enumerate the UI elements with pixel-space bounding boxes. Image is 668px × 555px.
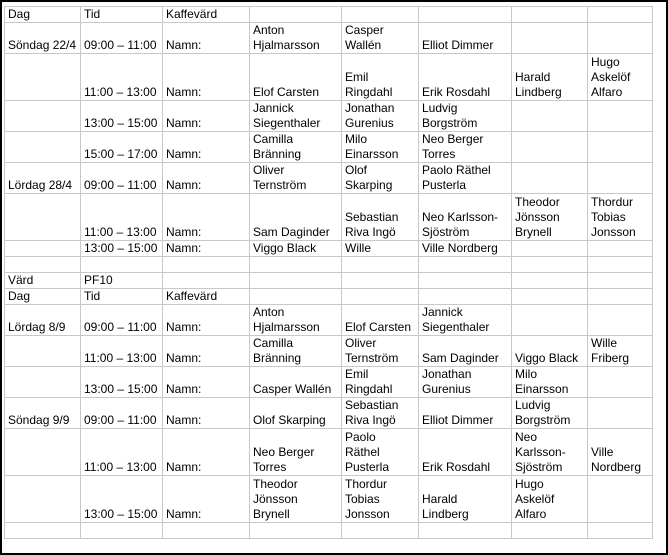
cell[interactable]: 11:00 – 13:00: [81, 194, 163, 241]
cell[interactable]: [5, 241, 81, 257]
table-row: [5, 336, 653, 367]
table-row: [5, 132, 653, 163]
cell[interactable]: [419, 289, 512, 305]
cell[interactable]: Tid: [81, 7, 163, 23]
cell[interactable]: [419, 7, 512, 23]
cell[interactable]: Namn:: [163, 23, 250, 54]
cell[interactable]: [512, 523, 588, 539]
cell[interactable]: [588, 523, 653, 539]
table-row: [5, 289, 653, 305]
cell[interactable]: [512, 163, 588, 194]
cell[interactable]: [512, 273, 588, 289]
cell[interactable]: [250, 523, 342, 539]
cell[interactable]: [588, 257, 653, 273]
cell[interactable]: [5, 257, 81, 273]
table-row: [5, 163, 653, 194]
cell[interactable]: [588, 289, 653, 305]
cell[interactable]: Paolo Räthel Pusterla: [342, 429, 419, 476]
cell[interactable]: [5, 523, 81, 539]
cell[interactable]: Anton Hjalmarsson: [250, 305, 342, 336]
cell[interactable]: 15:00 – 17:00: [81, 132, 163, 163]
cell[interactable]: [81, 257, 163, 273]
cell[interactable]: [588, 305, 653, 336]
cell[interactable]: [588, 163, 653, 194]
cell[interactable]: [419, 273, 512, 289]
cell[interactable]: [342, 289, 419, 305]
cell[interactable]: [512, 241, 588, 257]
cell[interactable]: Camilla Bränning: [250, 336, 342, 367]
cell[interactable]: Oliver Ternström: [250, 163, 342, 194]
cell[interactable]: Namn:: [163, 132, 250, 163]
cell[interactable]: 11:00 – 13:00: [81, 429, 163, 476]
cell[interactable]: [342, 257, 419, 273]
table-row: [5, 523, 653, 539]
cell[interactable]: [81, 523, 163, 539]
cell[interactable]: Kaffevärd: [163, 7, 250, 23]
cell[interactable]: [342, 7, 419, 23]
cell[interactable]: Hugo Askelöf Alfaro: [512, 476, 588, 523]
cell[interactable]: Namn:: [163, 194, 250, 241]
cell[interactable]: Thordur Tobias Jonsson: [342, 476, 419, 523]
cell[interactable]: [512, 132, 588, 163]
cell[interactable]: [250, 7, 342, 23]
cell[interactable]: [5, 101, 81, 132]
cell[interactable]: 13:00 – 15:00: [81, 101, 163, 132]
cell[interactable]: [5, 336, 81, 367]
cell[interactable]: Elliot Dimmer: [419, 398, 512, 429]
cell[interactable]: Erik Rosdahl: [419, 429, 512, 476]
cell[interactable]: [5, 54, 81, 101]
cell[interactable]: [163, 257, 250, 273]
cell[interactable]: Anton Hjalmarsson: [250, 23, 342, 54]
cell[interactable]: Namn:: [163, 54, 250, 101]
table-row: [5, 101, 653, 132]
cell[interactable]: Theodor Jönsson Brynell: [250, 476, 342, 523]
cell[interactable]: Lördag 8/9: [5, 305, 81, 336]
cell[interactable]: Namn:: [163, 101, 250, 132]
cell[interactable]: Emil Ringdahl: [342, 367, 419, 398]
cell[interactable]: Söndag 22/4: [5, 23, 81, 54]
cell[interactable]: [512, 305, 588, 336]
cell[interactable]: Paolo Räthel Pusterla: [419, 163, 512, 194]
cell[interactable]: Värd: [5, 273, 81, 289]
cell[interactable]: Viggo Black: [250, 241, 342, 257]
cell[interactable]: [5, 367, 81, 398]
cell[interactable]: Namn:: [163, 336, 250, 367]
cell[interactable]: Jannick Siegenthaler: [419, 305, 512, 336]
cell[interactable]: 13:00 – 15:00: [81, 476, 163, 523]
cell[interactable]: 09:00 – 11:00: [81, 23, 163, 54]
table-row: [5, 398, 653, 429]
cell[interactable]: Sam Daginder: [250, 194, 342, 241]
cell[interactable]: Ludvig Borgström: [419, 101, 512, 132]
table-row: [5, 257, 653, 273]
cell[interactable]: [163, 273, 250, 289]
cell[interactable]: Elof Carsten: [342, 305, 419, 336]
cell[interactable]: Namn:: [163, 305, 250, 336]
cell[interactable]: [588, 23, 653, 54]
table-row: [5, 476, 653, 523]
cell[interactable]: [250, 257, 342, 273]
cell[interactable]: [512, 289, 588, 305]
cell[interactable]: Sebastian Riva Ingö: [342, 398, 419, 429]
cell[interactable]: Viggo Black: [512, 336, 588, 367]
cell[interactable]: [512, 23, 588, 54]
cell[interactable]: Olof Skarping: [250, 398, 342, 429]
table-row: [5, 305, 653, 336]
table-row: [5, 429, 653, 476]
cell[interactable]: [512, 7, 588, 23]
cell[interactable]: [588, 241, 653, 257]
cell[interactable]: [163, 523, 250, 539]
cell[interactable]: Neo Berger Torres: [419, 132, 512, 163]
cell[interactable]: Wille Friberg: [588, 336, 653, 367]
cell[interactable]: PF10: [81, 273, 163, 289]
table-row: [5, 241, 653, 257]
table-row: [5, 194, 653, 241]
cell[interactable]: Ville Nordberg: [588, 429, 653, 476]
cell[interactable]: Neo Karlsson- Sjöström: [419, 194, 512, 241]
cell[interactable]: Neo Berger Torres: [250, 429, 342, 476]
cell[interactable]: [512, 257, 588, 273]
cell[interactable]: Kaffevärd: [163, 289, 250, 305]
cell[interactable]: Jonathan Gurenius: [342, 101, 419, 132]
cell[interactable]: 11:00 – 13:00: [81, 54, 163, 101]
cell[interactable]: [588, 132, 653, 163]
table-row: [5, 54, 653, 101]
cell[interactable]: Neo Karlsson- Sjöström: [512, 429, 588, 476]
cell[interactable]: Theodor Jönsson Brynell: [512, 194, 588, 241]
cell[interactable]: [5, 132, 81, 163]
cell[interactable]: Namn:: [163, 241, 250, 257]
cell[interactable]: Tid: [81, 289, 163, 305]
cell[interactable]: [419, 257, 512, 273]
cell[interactable]: Camilla Bränning: [250, 132, 342, 163]
cell[interactable]: Jannick Siegenthaler: [250, 101, 342, 132]
cell[interactable]: 09:00 – 11:00: [81, 305, 163, 336]
cell[interactable]: [588, 367, 653, 398]
cell[interactable]: 09:00 – 11:00: [81, 398, 163, 429]
cell[interactable]: Söndag 9/9: [5, 398, 81, 429]
cell[interactable]: Emil Ringdahl: [342, 54, 419, 101]
cell[interactable]: Dag: [5, 289, 81, 305]
cell[interactable]: Dag: [5, 7, 81, 23]
cell[interactable]: Erik Rosdahl: [419, 54, 512, 101]
cell[interactable]: [250, 289, 342, 305]
cell[interactable]: Wille: [342, 241, 419, 257]
cell[interactable]: [588, 273, 653, 289]
cell[interactable]: [588, 7, 653, 23]
cell[interactable]: 13:00 – 15:00: [81, 367, 163, 398]
table-row: [5, 367, 653, 398]
cell[interactable]: 09:00 – 11:00: [81, 163, 163, 194]
table-row: [5, 273, 653, 289]
cell[interactable]: Harald Lindberg: [512, 54, 588, 101]
schedule-grid: [4, 6, 653, 539]
cell[interactable]: Oliver Ternström: [342, 336, 419, 367]
cell[interactable]: Namn:: [163, 163, 250, 194]
cell[interactable]: Milo Einarsson: [512, 367, 588, 398]
cell[interactable]: Ville Nordberg: [419, 241, 512, 257]
cell[interactable]: Lördag 28/4: [5, 163, 81, 194]
cell[interactable]: Sebastian Riva Ingö: [342, 194, 419, 241]
cell[interactable]: [5, 429, 81, 476]
table-row: [5, 23, 653, 54]
cell[interactable]: Namn:: [163, 398, 250, 429]
cell[interactable]: Hugo Askelöf Alfaro: [588, 54, 653, 101]
cell[interactable]: Ludvig Borgström: [512, 398, 588, 429]
cell[interactable]: Namn:: [163, 429, 250, 476]
cell[interactable]: [419, 523, 512, 539]
cell[interactable]: Elof Carsten: [250, 54, 342, 101]
cell[interactable]: [342, 523, 419, 539]
cell[interactable]: 11:00 – 13:00: [81, 336, 163, 367]
cell[interactable]: Namn:: [163, 367, 250, 398]
grid-body: [5, 7, 653, 539]
cell[interactable]: Harald Lindberg: [419, 476, 512, 523]
cell[interactable]: [5, 476, 81, 523]
cell[interactable]: Milo Einarsson: [342, 132, 419, 163]
cell[interactable]: [512, 101, 588, 132]
cell[interactable]: Casper Wallén: [342, 23, 419, 54]
cell[interactable]: Casper Wallén: [250, 367, 342, 398]
cell[interactable]: [250, 273, 342, 289]
cell[interactable]: [588, 101, 653, 132]
cell[interactable]: [342, 273, 419, 289]
cell[interactable]: Jonathan Gurenius: [419, 367, 512, 398]
cell[interactable]: [588, 476, 653, 523]
cell[interactable]: Namn:: [163, 476, 250, 523]
table-row: [5, 7, 653, 23]
cell[interactable]: Olof Skarping: [342, 163, 419, 194]
cell[interactable]: Sam Daginder: [419, 336, 512, 367]
cell[interactable]: Thordur Tobias Jonsson: [588, 194, 653, 241]
cell[interactable]: 13:00 – 15:00: [81, 241, 163, 257]
cell[interactable]: Elliot Dimmer: [419, 23, 512, 54]
cell[interactable]: [588, 398, 653, 429]
cell[interactable]: [5, 194, 81, 241]
